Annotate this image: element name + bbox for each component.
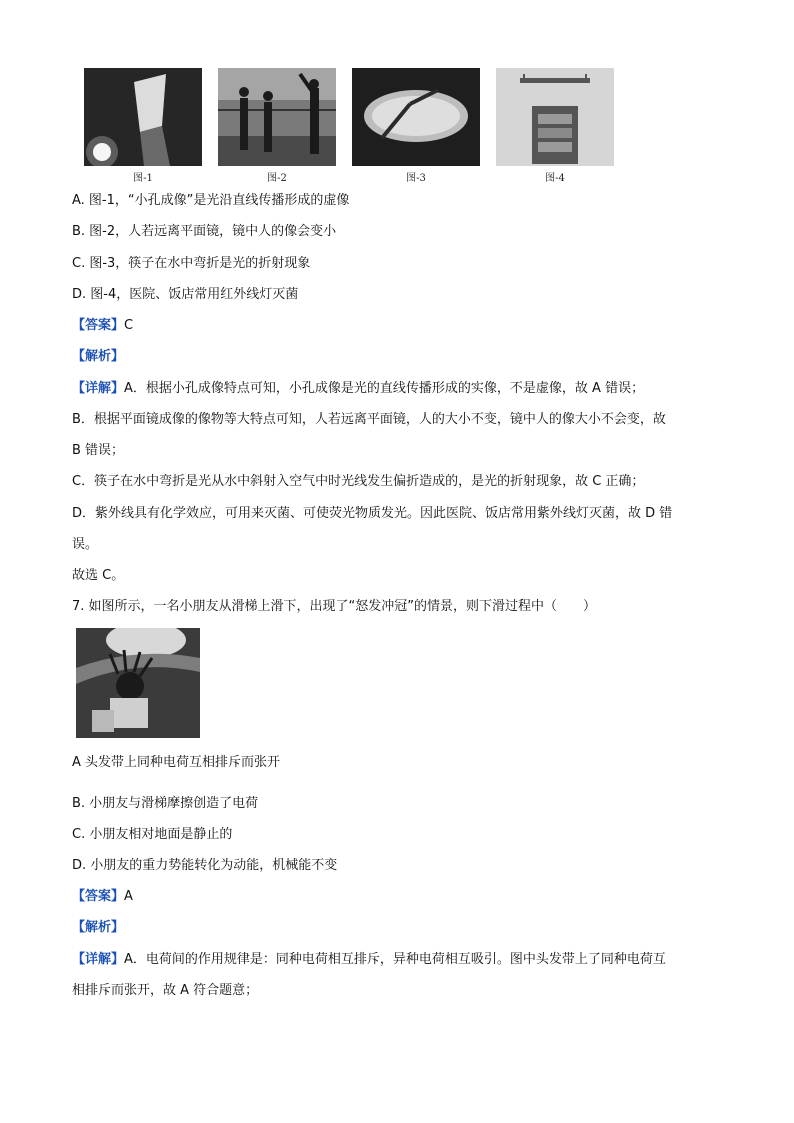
q6-detail-line-5: D．紫外线具有化学效应，可用来灭菌、可使荧光物质发光。因此医院、饭店常用紫外线灯灭菌，故 D 错 (72, 506, 673, 521)
q7-detail-label: 【详解】 (72, 952, 125, 967)
q6-conclusion: 故选 C。 (72, 568, 125, 583)
q7-answer-value: A (124, 889, 133, 904)
q7-answer (72, 888, 732, 906)
q6-detail-text-1: A．根据小孔成像特点可知，小孔成像是光的直线传播形成的实像，不是虚像，故 A 错误； (124, 381, 645, 396)
q6-detail-line-1 (72, 380, 732, 398)
q6-option-a: A. 图-1，“小孔成像”是光沿直线传播形成的虚像 (72, 193, 350, 208)
q6-option-b: B. 图-2，人若远离平面镜，镜中人的像会变小 (72, 224, 337, 239)
q7-option-d: D. 小朋友的重力势能转化为动能，机械能不变 (72, 858, 338, 873)
q6-option-d: D. 图-4，医院、饭店常用红外线灯灭菌 (72, 287, 299, 302)
figure-2-caption: 图-2 (267, 173, 287, 184)
q6-answer-label: 【答案】 (72, 318, 125, 333)
figure-2 (218, 66, 336, 184)
q7-stem: 7. 如图所示，一名小朋友从滑梯上滑下，出现了“怒发冲冠”的情景，则下滑过程中（ ） (72, 599, 597, 614)
q7-detail-text-1: A．电荷间的作用规律是：同种电荷相互排斥，异种电荷相互吸引。图中头发带上了同种电荷互 (124, 952, 666, 967)
q6-analysis-label: 【解析】 (72, 349, 125, 364)
q6-option-c: C. 图-3，筷子在水中弯折是光的折射现象 (72, 256, 311, 271)
q6-detail-line-6: 误。 (72, 537, 99, 552)
figure-4 (496, 66, 614, 184)
figure-4-photo (496, 68, 614, 166)
q6-detail-label: 【详解】 (72, 381, 125, 396)
q6-detail-line-3: B 错误； (72, 443, 125, 458)
figure-1 (84, 66, 202, 184)
q7-detail-line-2: 相排斥而张开，故 A 符合题意； (72, 983, 259, 998)
q6-answer (72, 317, 732, 335)
q7-option-c: C. 小朋友相对地面是静止的 (72, 827, 233, 842)
figure-3 (352, 66, 480, 184)
question-6-figures (84, 66, 624, 184)
q7-slide-photo (76, 628, 200, 738)
figure-3-caption: 图-3 (406, 173, 426, 184)
figure-4-caption: 图-4 (545, 173, 565, 184)
q7-analysis-heading (72, 919, 732, 937)
q7-analysis-label: 【解析】 (72, 920, 125, 935)
q6-analysis-heading (72, 348, 732, 366)
q6-detail-line-4: C．筷子在水中弯折是光从水中斜射入空气中时光线发生偏折造成的，是光的折射现象，故 C 正确； (72, 474, 645, 489)
figure-2-photo (218, 68, 336, 166)
figure-1-photo (84, 68, 202, 166)
q7-detail-line-1 (72, 951, 732, 969)
q7-option-a: A 头发带上同种电荷互相排斥而张开 (72, 755, 281, 770)
q7-answer-label: 【答案】 (72, 889, 125, 904)
q6-answer-value: C (124, 318, 134, 333)
q6-detail-line-2: B．根据平面镜成像的像物等大特点可知，人若远离平面镜，人的大小不变，镜中人的像大小不会变，故 (72, 412, 666, 427)
q7-option-b: B. 小朋友与滑梯摩擦创造了电荷 (72, 796, 259, 811)
figure-3-photo (352, 68, 480, 166)
figure-1-caption: 图-1 (133, 173, 153, 184)
